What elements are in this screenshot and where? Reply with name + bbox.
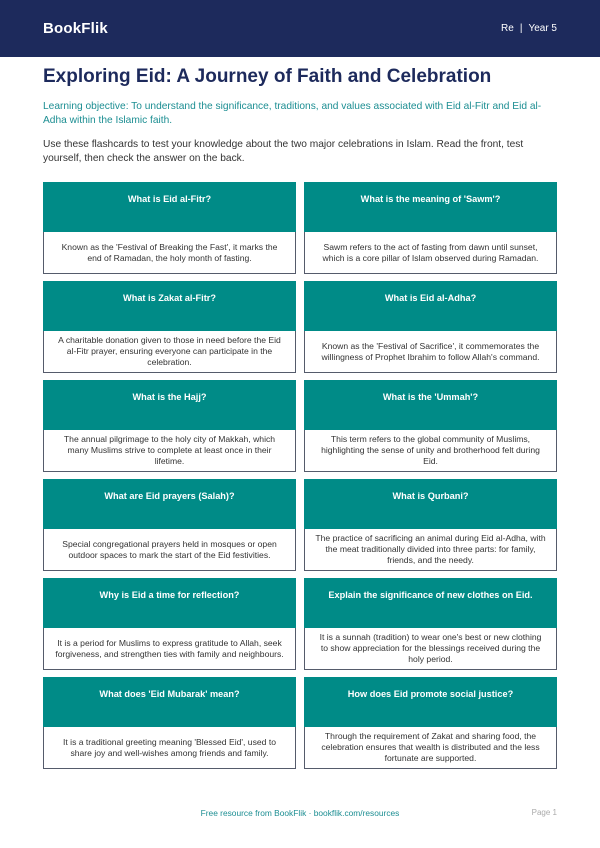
page-footer [0, 808, 600, 820]
flashcard-question: What is the meaning of 'Sawm'? [304, 182, 557, 232]
flashcard[interactable] [43, 479, 296, 571]
page-number: Page 1 [531, 808, 557, 817]
flashcard-answer: The practice of sacrificing an animal during Eid al-Adha, with the meat traditionally divided into three parts: for family, friends, and the needy. [304, 529, 557, 571]
intro-text: Use these flashcards to test your knowledge about the two major celebrations in Islam. Read the front, test yourself, then check the answer on the back. [43, 139, 524, 164]
flashcard-answer: Known as the 'Festival of Sacrifice', it commemorates the willingness of Prophet Ibrahim to follow Allah's command. [304, 331, 557, 373]
year-label: Year 5 [528, 23, 557, 34]
flashcard[interactable] [304, 281, 557, 373]
flashcard-question: What is the 'Ummah'? [304, 380, 557, 430]
learning-objective: Learning objective: To understand the significance, traditions, and values associated with Eid al-Fitr and Eid al-Adha within the Islamic faith. [43, 101, 542, 126]
flashcard-question: What is Qurbani? [304, 479, 557, 529]
flashcard-question: What is Eid al-Fitr? [43, 182, 296, 232]
flashcard-question: What is Zakat al-Fitr? [43, 281, 296, 331]
brand-logo[interactable]: BookFlik [43, 20, 108, 37]
subject-label: Re [501, 23, 514, 34]
flashcard-grid [43, 182, 557, 769]
flashcard[interactable] [43, 380, 296, 472]
header-meta [501, 23, 557, 34]
flashcard-question: What is Eid al-Adha? [304, 281, 557, 331]
flashcard-question: What is the Hajj? [43, 380, 296, 430]
page-title: Exploring Eid: A Journey of Faith and Celebration [43, 66, 492, 87]
page-header [0, 0, 600, 57]
footer-link[interactable]: Free resource from BookFlik · bookflik.com/resources [200, 808, 400, 818]
flashcard[interactable] [43, 578, 296, 670]
flashcard-answer: A charitable donation given to those in need before the Eid al-Fitr prayer, ensuring everyone can participate in the celebration. [43, 331, 296, 373]
flashcard[interactable] [304, 479, 557, 571]
flashcard-answer: The annual pilgrimage to the holy city of Makkah, which many Muslims strive to complete at least once in their lifetime. [43, 430, 296, 472]
flashcard-answer: Special congregational prayers held in mosques or open outdoor spaces to mark the start of the Eid festivities. [43, 529, 296, 571]
flashcard-answer: It is a traditional greeting meaning 'Blessed Eid', used to share joy and well-wishes among friends and family. [43, 727, 296, 769]
flashcard-answer: This term refers to the global community of Muslims, highlighting the sense of unity and brotherhood felt during Eid. [304, 430, 557, 472]
flashcard-answer: Known as the 'Festival of Breaking the Fast', it marks the end of Ramadan, the holy month of fasting. [43, 232, 296, 274]
flashcard[interactable] [304, 182, 557, 274]
flashcard-question: What are Eid prayers (Salah)? [43, 479, 296, 529]
flashcard-answer: It is a period for Muslims to express gratitude to Allah, seek forgiveness, and strengthen ties with family and neighbours. [43, 628, 296, 670]
flashcard[interactable] [304, 677, 557, 769]
flashcard[interactable] [43, 281, 296, 373]
flashcard[interactable] [304, 578, 557, 670]
flashcard[interactable] [43, 182, 296, 274]
flashcard-question: How does Eid promote social justice? [304, 677, 557, 727]
header-separator: | [519, 23, 523, 34]
flashcard-question: Explain the significance of new clothes on Eid. [304, 578, 557, 628]
flashcard-question: What does 'Eid Mubarak' mean? [43, 677, 296, 727]
flashcard[interactable] [43, 677, 296, 769]
flashcard-answer: Sawm refers to the act of fasting from dawn until sunset, which is a core pillar of Islam observed during Ramadan. [304, 232, 557, 274]
flashcard-answer: Through the requirement of Zakat and sharing food, the celebration ensures that wealth is distributed and the less fortunate are supported. [304, 727, 557, 769]
flashcard-question: Why is Eid a time for reflection? [43, 578, 296, 628]
flashcard[interactable] [304, 380, 557, 472]
flashcard-answer: It is a sunnah (tradition) to wear one's best or new clothing to show appreciation for the blessings received during the holy period. [304, 628, 557, 670]
